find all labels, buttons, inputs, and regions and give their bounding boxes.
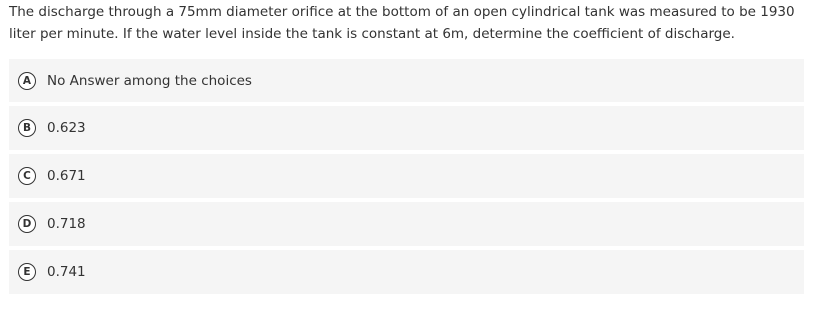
choice-e[interactable] bbox=[9, 250, 804, 294]
choice-d-label: 0.718 bbox=[47, 216, 86, 232]
choice-b[interactable] bbox=[9, 106, 804, 150]
choice-a-label: No Answer among the choices bbox=[47, 72, 252, 89]
choice-e-letter-badge: E bbox=[18, 263, 36, 281]
choice-b-label: 0.623 bbox=[47, 120, 86, 136]
choice-c-label: 0.671 bbox=[47, 168, 86, 184]
question-text: The discharge through a 75mm diameter orifice at the bottom of an open cylindrical tank was measured to be 1930 liter per minute. If the water level inside the tank is constant at 6m, determine the coefficient of discharge. bbox=[9, 4, 795, 42]
choice-d-letter-badge: D bbox=[18, 215, 36, 233]
choice-c[interactable] bbox=[9, 154, 804, 198]
choice-b-letter-badge: B bbox=[18, 119, 36, 137]
choice-a[interactable] bbox=[9, 59, 804, 102]
choice-list bbox=[9, 59, 804, 298]
choice-a-letter-badge: A bbox=[18, 72, 36, 90]
choice-e-label: 0.741 bbox=[47, 264, 86, 280]
choice-c-letter-badge: C bbox=[18, 167, 36, 185]
choice-d[interactable] bbox=[9, 202, 804, 246]
